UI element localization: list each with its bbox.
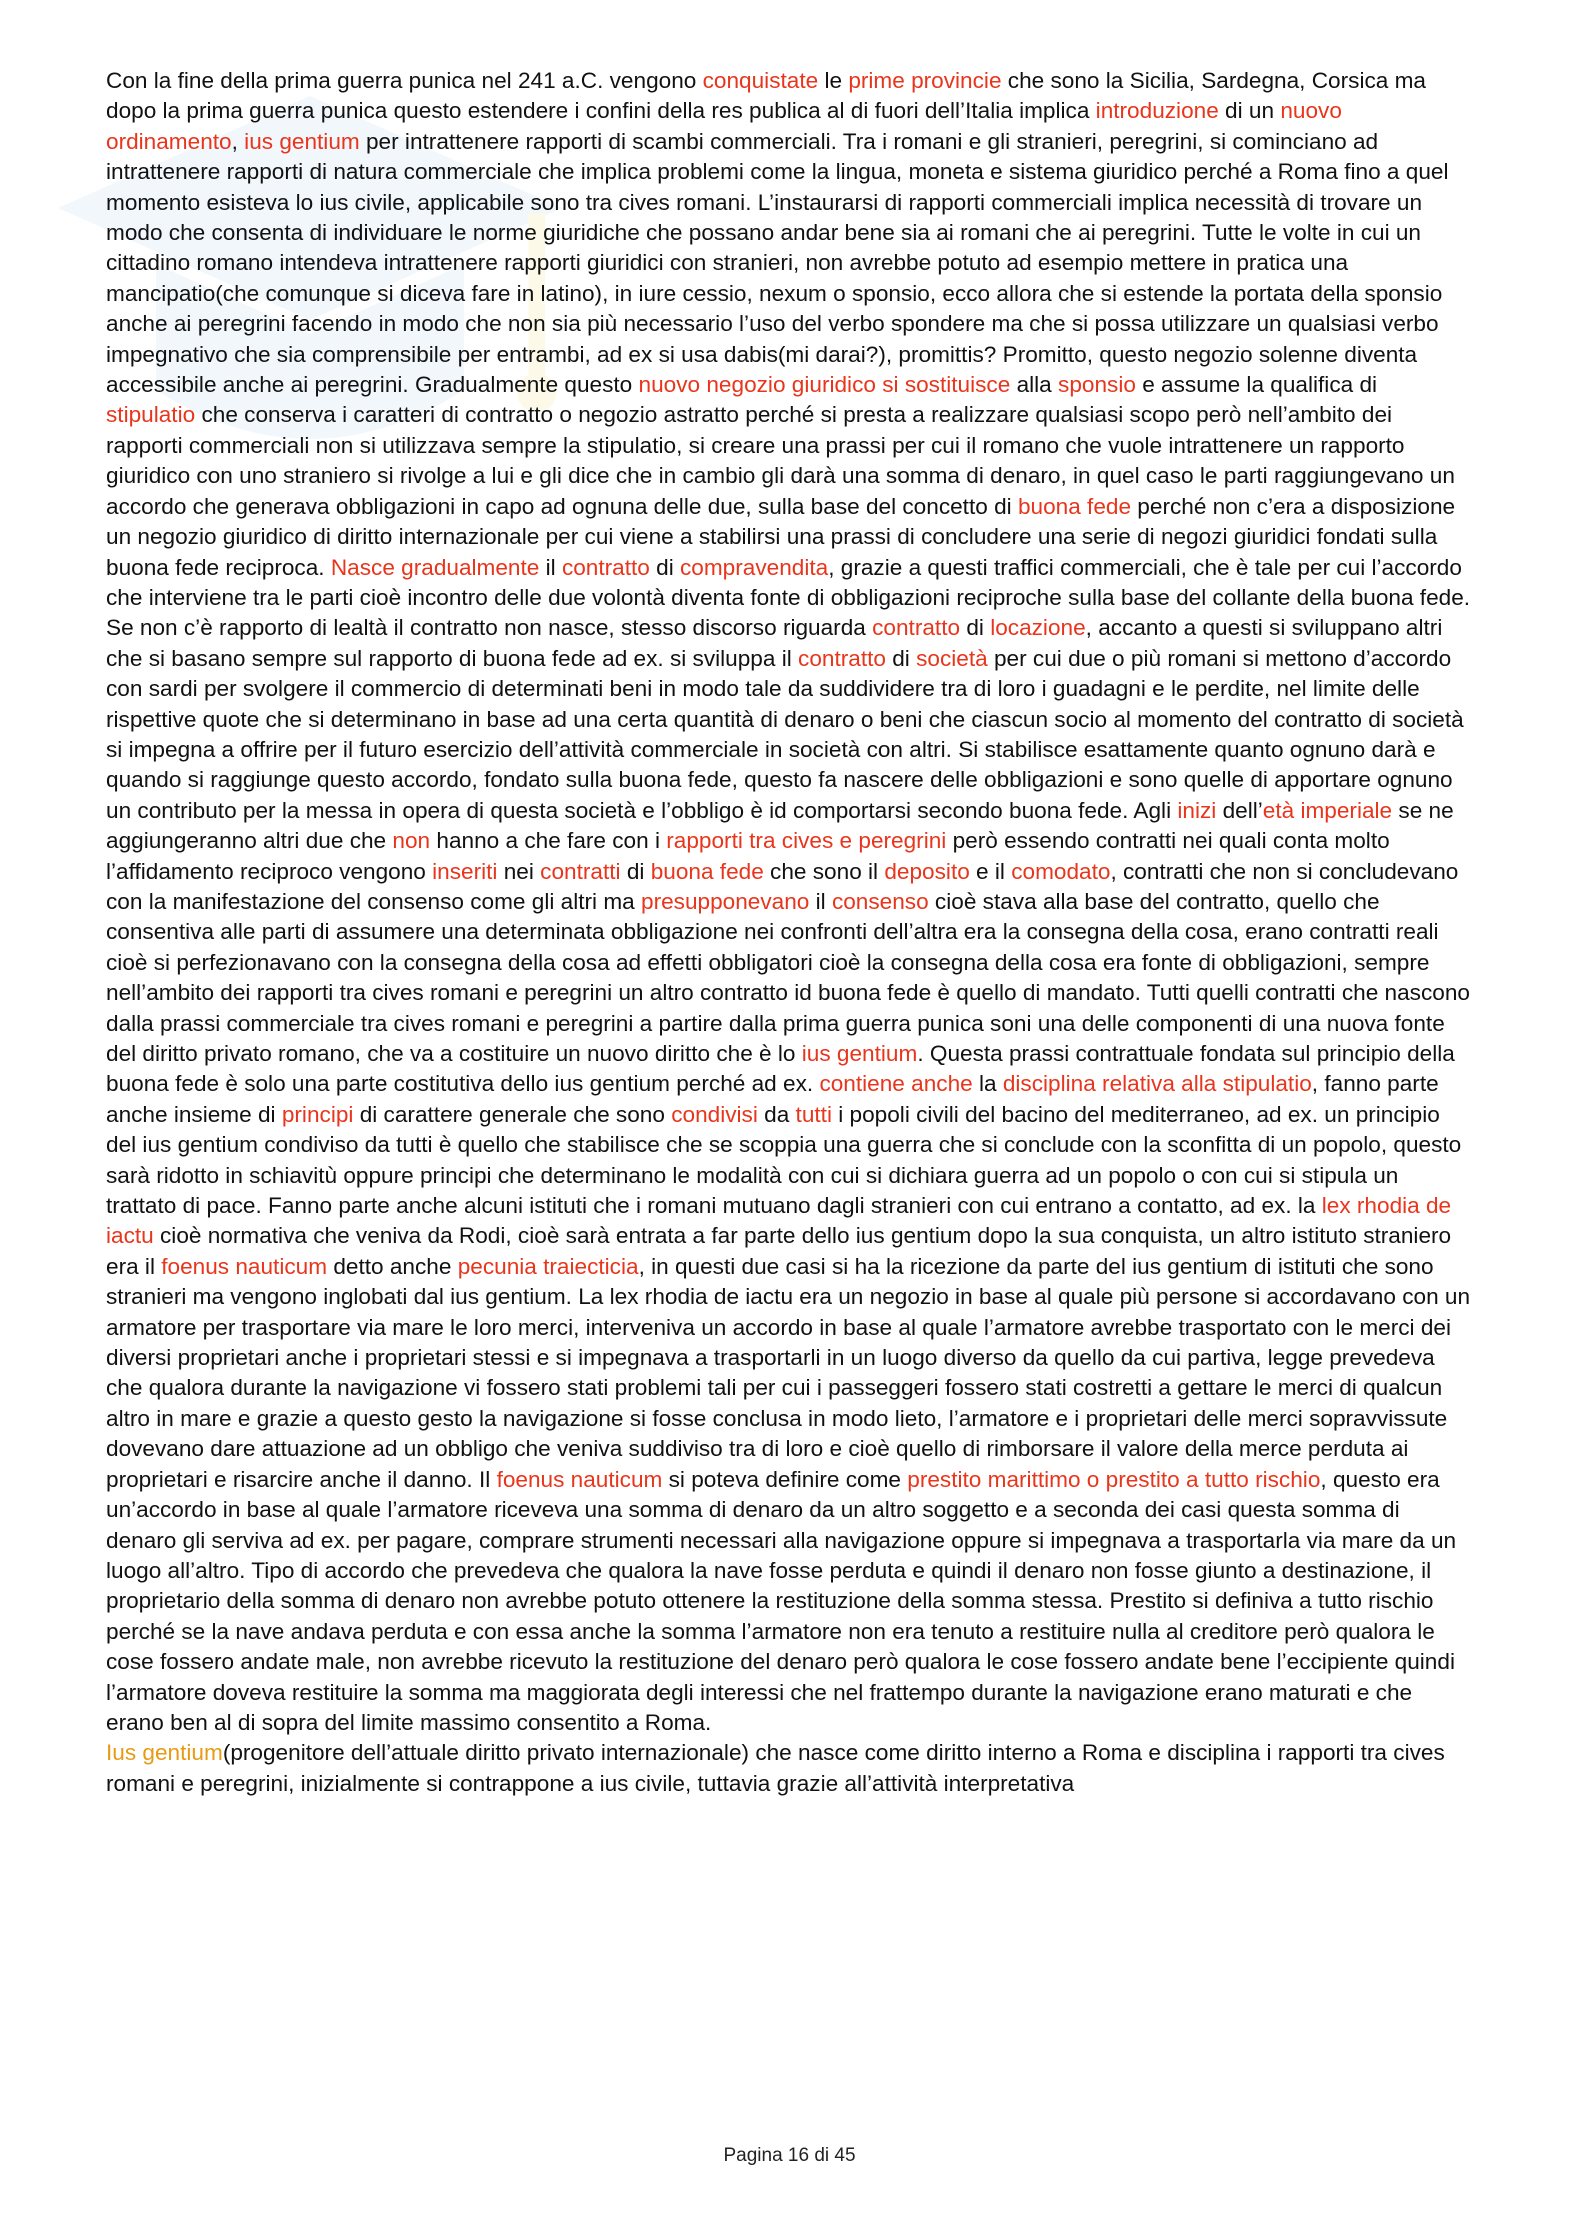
highlighted-term: età imperiale bbox=[1262, 797, 1393, 823]
highlighted-term: Ius gentium bbox=[106, 1740, 223, 1766]
text-run: e il bbox=[969, 858, 1012, 884]
highlighted-term: si sostituisce bbox=[882, 372, 1011, 398]
text-run: il bbox=[539, 554, 562, 580]
highlighted-term: buona fede bbox=[1017, 493, 1132, 519]
text-run: da bbox=[757, 1101, 796, 1127]
highlighted-term: introduzione bbox=[1095, 98, 1219, 124]
page-number-label: Pagina 16 di 45 bbox=[723, 2145, 856, 2166]
page-footer bbox=[0, 2145, 1579, 2167]
text-run: hanno a che fare con i bbox=[430, 828, 667, 854]
highlighted-term: tutti bbox=[795, 1101, 832, 1127]
highlighted-term: contratto bbox=[872, 615, 961, 641]
text-run: si poteva definire come bbox=[662, 1466, 908, 1492]
highlighted-term: rapporti tra cives e peregrini bbox=[666, 828, 947, 854]
text-run: dell’ bbox=[1216, 797, 1263, 823]
text-run: Con la fine della prima guerra punica nel 241 a.C. vengono bbox=[106, 68, 703, 93]
highlighted-term: buona fede bbox=[650, 858, 764, 884]
text-run: la bbox=[972, 1071, 1003, 1097]
text-run: che sono il bbox=[763, 858, 885, 884]
text-run: per cui due o più romani si mettono d’accordo con sardi per svolgere il commercio di determinati beni in modo tale da suddividere tra di loro i guadagni e le perdite, nel limite delle rispettive quote che si determinano in base ad una certa quantità di denaro o beni che ciascun socio al momento del contratto di società si impegna a offrire per il futuro esercizio dell’attività commerciale in società con altri. Si stabilisce esattamente quanto ognuno darà e quando si raggiunge questo accordo, fondato sulla buona fede, questo fa nascere delle obbligazioni e sono quelle di apportare ognuno un contributo per la messa in opera di questa società e l’obbligo è id comportarsi secondo buona fede. Agli bbox=[106, 645, 1464, 823]
highlighted-term: sponsio bbox=[1058, 372, 1136, 398]
highlighted-term: società bbox=[916, 645, 988, 671]
highlighted-term: prestito marittimo o prestito a tutto rischio bbox=[907, 1466, 1321, 1492]
text-run: le bbox=[818, 68, 849, 93]
paragraph bbox=[106, 66, 1472, 1738]
highlighted-term: ius gentium bbox=[244, 128, 360, 154]
highlighted-term: principi bbox=[281, 1101, 354, 1127]
text-run: cioè stava alla base del contratto, quello che consentiva alle parti di assumere una determinata obbligazione nei confronti dell’altra era la consegna della cosa, erano contratti reali cioè si perfezionavano con la consegna della cosa ad effetti obbligatori cioè la consegna della cosa era fonte di obbligazioni, sempre nell’ambito dei rapporti tra cives romani e peregrini un altro contratto id buona fede è quello di mandato. Tutti quelli contratti che nascono dalla prassi commerciale tra cives romani e peregrini a partire dalla prima guerra punica soni una delle componenti di una nuova fonte del diritto privato romano, che va a costituire un nuovo diritto che è lo bbox=[106, 888, 1470, 1066]
highlighted-term: disciplina relativa alla stipulatio bbox=[1002, 1071, 1312, 1097]
text-run: nei bbox=[497, 858, 541, 884]
highlighted-term: deposito bbox=[884, 858, 970, 884]
text-run: , contratti che non si concludevano con la manifestazione del consenso come gli altri ma bbox=[106, 858, 1459, 914]
text-run: alla bbox=[1010, 372, 1059, 398]
text-run: , questo era un’accordo in base al quale l’armatore riceveva una somma di denaro da un altro soggetto e a seconda dei casi questa somma di denaro gli serviva ad ex. per pagare, comprare strumenti necessari alla navigazione oppure si impegnava a trasportarla via mare da un luogo all’altro. Tipo di accordo che prevedeva che qualora la nave fosse perduta e quindi il denaro non fosse giunto a destinazione, il proprietario della somma di denaro non avrebbe potuto ottenere la restituzione della somma stessa. Prestito si definiva a tutto rischio perché se la nave andava perduta e con essa anche la somma l’armatore non era tenuto a restituire nulla al creditore però qualora le cose fossero andate male, non avrebbe ricevuto la restituzione del denaro però qualora le cose fossero andate bene l’eccipiente quindi l’armatore doveva restituire la somma ma maggiorata degli interessi che nel frattempo durante la navigazione erano maturati e che erano ben al di sopra del limite massimo consentito a Roma. bbox=[106, 1466, 1457, 1735]
highlighted-term: inizi bbox=[1177, 797, 1217, 823]
text-run: se ne aggiungeranno altri due che bbox=[106, 797, 1454, 854]
highlighted-term: presupponevano bbox=[641, 888, 810, 914]
text-run: perché non c’era a disposizione un negozio giuridico di diritto internazionale per cui viene a stabilirsi una prassi di concludere una serie di negozi giuridici fondati sulla buona fede reciproca. bbox=[106, 493, 1456, 580]
highlighted-term: stipulatio bbox=[106, 402, 196, 428]
highlighted-term: conquistate bbox=[702, 68, 819, 93]
paragraph bbox=[106, 1738, 1472, 1799]
highlighted-term: locazione bbox=[990, 615, 1086, 641]
highlighted-term: non bbox=[392, 828, 431, 854]
highlighted-term: pecunia traiecticia bbox=[457, 1253, 639, 1279]
text-run: di bbox=[620, 858, 651, 884]
highlighted-term: inseriti bbox=[432, 858, 498, 884]
highlighted-term: contratti bbox=[540, 858, 621, 884]
document-body bbox=[106, 66, 1472, 1799]
text-run: . Questa prassi contrattuale fondata sul principio della buona fede è solo una parte costitutiva dello ius gentium perché ad ex. bbox=[106, 1041, 1455, 1097]
highlighted-term: contratto bbox=[798, 645, 886, 671]
text-run: , accanto a questi si sviluppano altri che si basano sempre sul rapporto di buona fede ad ex. si sviluppa il bbox=[106, 615, 1443, 671]
text-run: (progenitore dell’attuale diritto privato internazionale) che nasce come diritto interno a Roma e disciplina i rapporti tra cives romani e peregrini, inizialmente si contrappone a ius civile, tuttavia grazie all’attività interpretativa bbox=[106, 1740, 1445, 1796]
text-run: che sono la Sicilia, Sardegna, Corsica ma dopo la prima guerra punica questo estendere i confini della res publica al di fuori dell’Italia implica bbox=[106, 68, 1426, 124]
text-run: , grazie a questi traffici commerciali, che è tale per cui l’accordo che interviene tra le parti cioè incontro delle due volontà diventa fonte di obbligazioni reciproche sulla base del collante della buona fede. Se non c’è rapporto di lealtà il contratto non nasce, stesso discorso riguarda bbox=[106, 554, 1471, 641]
text-run: per intrattenere rapporti di scambi commerciali. Tra i romani e gli stranieri, peregrini, si cominciano ad intrattenere rapporti di natura commerciale che implica problemi come la lingua, moneta e sistema giuridico perché a Roma fino a quel momento esisteva lo ius civile, applicabile sono tra cives romani. L’instaurarsi di rapporti commerciali implica necessità di trovare un modo che consenta di individuare le norme giuridiche che possano andar bene sia ai romani che ai peregrini. Tutte le volte in cui un cittadino romano intendeva intrattenere rapporti giuridici con stranieri, non avrebbe potuto ad esempio mettere in pratica una mancipatio(che comunque si diceva fare in latino), in iure cessio, nexum o sponsio, ecco allora che si estende la portata della sponsio anche ai peregrini facendo in modo che non sia più necessario l’uso del verbo spondere ma che si possa utilizzare un qualsiasi verbo impegnativo che sia comprensibile per entrambi, ad ex si usa dabis(mi darai?), promittis? Promitto, questo negozio solenne diventa accessibile anche ai peregrini. Gradualmente questo bbox=[106, 128, 1449, 398]
highlighted-term: condivisi bbox=[671, 1101, 758, 1127]
highlighted-term: lex rhodia de iactu bbox=[106, 1193, 1452, 1249]
text-run: di un bbox=[1218, 98, 1281, 124]
text-run: però essendo contratti nei quali conta molto l’affidamento reciproco vengono bbox=[106, 828, 1390, 884]
highlighted-term: contratto bbox=[561, 554, 650, 580]
text-run: , bbox=[231, 128, 245, 154]
highlighted-term: Nasce gradualmente bbox=[330, 554, 540, 580]
highlighted-term: comodato bbox=[1011, 858, 1111, 884]
text-run: di bbox=[885, 645, 917, 671]
text-run: detto anche bbox=[327, 1253, 458, 1279]
highlighted-term: foenus nauticum bbox=[161, 1253, 328, 1279]
text-run: che conserva i caratteri di contratto o negozio astratto perché si presta a realizzare qualsiasi scopo però nell’ambito dei rapporti commerciali non si utilizzava sempre la stipulatio, si creare una prassi per cui il romano che vuole intrattenere un rapporto giuridico con uno straniero si rivolge a lui e gli dice che in cambio gli darà una somma di denaro, in quel caso le parti raggiungevano un accordo che generava obbligazioni in capo ad ognuna delle due, sulla base del concetto di bbox=[106, 402, 1455, 519]
highlighted-term: contiene anche bbox=[819, 1071, 973, 1097]
text-run: e assume la qualifica di bbox=[1135, 372, 1378, 398]
highlighted-term: nuovo negozio giuridico bbox=[638, 372, 876, 398]
text-run: di carattere generale che sono bbox=[353, 1101, 672, 1127]
highlighted-term: foenus nauticum bbox=[496, 1466, 663, 1492]
highlighted-term: nuovo ordinamento bbox=[106, 98, 1342, 154]
text-run: i popoli civili del bacino del mediterraneo, ad ex. un principio del ius gentium condiviso da tutti è quello che stabilisce che se scoppia una guerra che si conclude con la sconfitta di un popolo, questo sarà ridotto in schiavitù oppure principi che determinano le modalità con cui si dichiara guerra ad un popolo o con cui si stipula un trattato di pace. Fanno parte anche alcuni istituti che i romani mutuano dagli stranieri con cui entrano a contatto, ad ex. la bbox=[106, 1101, 1462, 1219]
text-run: di bbox=[649, 554, 680, 580]
text-run: il bbox=[809, 888, 832, 914]
highlighted-term: consenso bbox=[831, 888, 929, 914]
text-run: di bbox=[960, 615, 991, 641]
text-run: , fanno parte anche insieme di bbox=[106, 1071, 1439, 1127]
highlighted-term: compravendita bbox=[680, 554, 829, 580]
highlighted-term: prime provincie bbox=[848, 68, 1002, 93]
highlighted-term: ius gentium bbox=[801, 1041, 918, 1066]
text-run: cioè normativa che veniva da Rodi, cioè sarà entrata a far parte dello ius gentium dopo la sua conquista, un altro istituto straniero era il bbox=[106, 1223, 1452, 1279]
text-run: , in questi due casi si ha la ricezione da parte del ius gentium di istituti che sono stranieri ma vengono inglobati dal ius gentium. La lex rhodia de iactu era un negozio in base al quale più persone si accordavano con un armatore per trasportare via mare le loro merci, interveniva un accordo in base al quale l’armatore avrebbe trasportato con le merci dei diversi proprietari anche i proprietari stessi e si impegnava a trasportarli in un luogo diverso da quello da cui partiva, legge prevedeva che qualora durante la navigazione vi fossero stati problemi tali per cui i passeggeri fossero stati costretti a gettare le merci di qualcun altro in mare e grazie a questo gesto la navigazione si fosse conclusa in modo lieto, l’armatore e i proprietari delle merci sopravvissute dovevano dare attuazione ad un obbligo che veniva suddiviso tra di loro e cioè quello di rimborsare il valore della merce perduta ai proprietari e risarcire anche il danno. Il bbox=[106, 1253, 1471, 1492]
